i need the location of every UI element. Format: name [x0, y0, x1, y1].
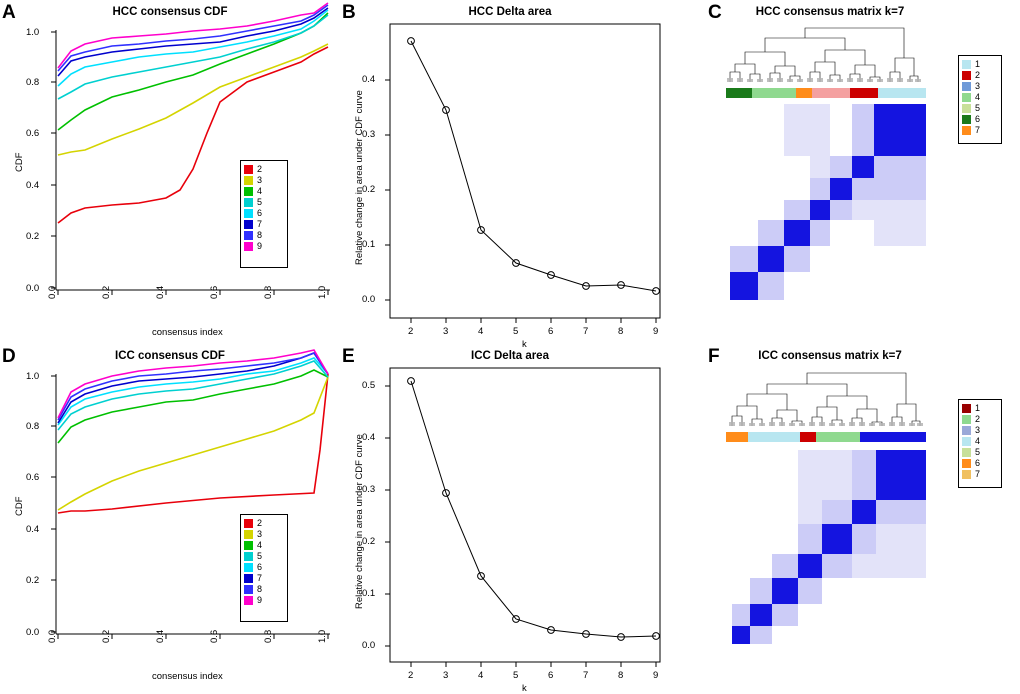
legend-item	[241, 208, 287, 219]
legend-swatch	[244, 220, 253, 229]
legend-item	[241, 230, 287, 241]
legend-swatch	[962, 126, 971, 135]
panel-e-xtick-3: 5	[513, 670, 519, 681]
panel-a-ytick-4: 0.8	[26, 77, 40, 88]
panel-d-xtick-5: 1.0	[317, 629, 328, 643]
legend-label: 4	[975, 436, 981, 446]
legend-item	[241, 186, 287, 197]
legend-swatch	[962, 459, 971, 468]
panel-c	[680, 0, 1020, 345]
legend-item	[959, 103, 1001, 114]
panel-a-xtick-4: 0.8	[263, 285, 274, 299]
panel-b-xlabel: k	[522, 339, 527, 350]
legend-item	[241, 573, 287, 584]
panel-c-consensus-matrix	[726, 100, 926, 300]
panel-f	[680, 344, 1020, 689]
legend-item	[241, 175, 287, 186]
legend-label: 8	[257, 230, 263, 240]
panel-b-plot	[340, 0, 680, 345]
legend-swatch	[244, 519, 253, 528]
legend-item	[959, 425, 1001, 436]
panel-a-ytick-1: 0.2	[26, 231, 40, 242]
legend-item	[241, 595, 287, 606]
legend-item	[241, 164, 287, 175]
panel-a-ylabel: CDF	[14, 152, 25, 172]
panel-d-title: ICC consensus CDF	[115, 350, 225, 362]
panel-c-annotation-bar	[726, 88, 926, 98]
legend-swatch	[244, 552, 253, 561]
legend-swatch	[244, 585, 253, 594]
panel-b-xtick-2: 4	[478, 326, 484, 337]
panel-a-title: HCC consensus CDF	[112, 6, 228, 18]
panel-a-xtick-3: 0.6	[209, 285, 220, 299]
panel-d-xtick-0: 0.0	[47, 629, 58, 643]
panel-c-letter: C	[708, 2, 722, 23]
panel-e-xtick-2: 4	[478, 670, 484, 681]
panel-f-letter: F	[708, 346, 720, 367]
legend-label: 9	[257, 595, 263, 605]
panel-b-ytick-1: 0.1	[362, 239, 376, 250]
legend-item	[241, 529, 287, 540]
panel-a-letter: A	[2, 2, 16, 23]
legend-label: 7	[975, 125, 981, 135]
legend-swatch	[962, 437, 971, 446]
panel-b-ylabel: Relative change in area under CDF curve	[354, 90, 365, 265]
panel-e-ytick-1: 0.1	[362, 588, 376, 599]
panel-e-ytick-2: 0.2	[362, 536, 376, 547]
legend-swatch	[244, 165, 253, 174]
panel-b-xtick-7: 9	[653, 326, 659, 337]
panel-a-ytick-0: 0.0	[26, 283, 40, 294]
legend-swatch	[244, 198, 253, 207]
panel-a-ytick-2: 0.4	[26, 180, 40, 191]
legend-label: 5	[975, 447, 981, 457]
panel-b-xtick-4: 6	[548, 326, 554, 337]
legend-swatch	[244, 530, 253, 539]
panel-e-xlabel: k	[522, 683, 527, 694]
panel-c-dendrogram	[726, 22, 926, 87]
legend-item	[959, 414, 1001, 425]
legend-item	[959, 70, 1001, 81]
panel-d-ytick-5: 1.0	[26, 371, 40, 382]
panel-e-xtick-1: 3	[443, 670, 449, 681]
legend-label: 3	[257, 175, 263, 185]
panel-f-legend	[958, 399, 1002, 488]
panel-d-legend	[240, 514, 288, 622]
panel-c-legend	[958, 55, 1002, 144]
panel-d-letter: D	[2, 346, 16, 367]
panel-b-xtick-5: 7	[583, 326, 589, 337]
legend-label: 3	[257, 529, 263, 539]
legend-label: 4	[975, 92, 981, 102]
legend-label: 6	[257, 208, 263, 218]
legend-swatch	[244, 209, 253, 218]
legend-swatch	[962, 470, 971, 479]
panel-e-xtick-7: 9	[653, 670, 659, 681]
legend-label: 7	[257, 573, 263, 583]
panel-c-title: HCC consensus matrix k=7	[755, 6, 905, 18]
annotation-segment	[878, 88, 926, 98]
panel-d-xtick-1: 0.2	[101, 629, 112, 643]
legend-label: 5	[257, 551, 263, 561]
panel-b-title: HCC Delta area	[468, 6, 552, 18]
panel-d-ytick-3: 0.6	[26, 472, 40, 483]
panel-b	[340, 0, 680, 350]
legend-label: 3	[975, 425, 981, 435]
legend-label: 2	[257, 518, 263, 528]
legend-label: 6	[257, 562, 263, 572]
legend-item	[959, 59, 1001, 70]
panel-b-ytick-4: 0.4	[362, 74, 376, 85]
legend-label: 3	[975, 81, 981, 91]
legend-label: 6	[975, 114, 981, 124]
panel-e-xtick-5: 7	[583, 670, 589, 681]
legend-item	[959, 469, 1001, 480]
legend-label: 4	[257, 186, 263, 196]
panel-d-ylabel: CDF	[14, 496, 25, 516]
legend-label: 1	[975, 403, 981, 413]
legend-item	[241, 219, 287, 230]
legend-label: 5	[975, 103, 981, 113]
panel-f-consensus-matrix	[726, 444, 926, 644]
panel-e-xtick-4: 6	[548, 670, 554, 681]
legend-swatch	[962, 104, 971, 113]
legend-item	[241, 562, 287, 573]
annotation-segment	[726, 432, 748, 442]
legend-label: 4	[257, 540, 263, 550]
annotation-segment	[850, 88, 878, 98]
legend-swatch	[962, 82, 971, 91]
legend-item	[241, 518, 287, 529]
panel-d-ytick-4: 0.8	[26, 421, 40, 432]
legend-item	[241, 584, 287, 595]
panel-b-xtick-6: 8	[618, 326, 624, 337]
legend-label: 6	[975, 458, 981, 468]
panel-a-xtick-1: 0.2	[101, 285, 112, 299]
annotation-segment	[748, 432, 800, 442]
legend-swatch	[244, 176, 253, 185]
legend-item	[241, 241, 287, 252]
panel-f-annotation-bar	[726, 432, 926, 442]
legend-swatch	[962, 426, 971, 435]
panel-a-ytick-3: 0.6	[26, 128, 40, 139]
legend-label: 8	[257, 584, 263, 594]
panel-b-xtick-0: 2	[408, 326, 414, 337]
panel-e-letter: E	[342, 346, 355, 367]
panel-a-xtick-0: 0.0	[47, 285, 58, 299]
legend-item	[959, 125, 1001, 136]
panel-e-ytick-4: 0.4	[362, 432, 376, 443]
legend-item	[959, 114, 1001, 125]
panel-a-ytick-5: 1.0	[26, 27, 40, 38]
panel-e-ytick-3: 0.3	[362, 484, 376, 495]
panel-d-xtick-2: 0.4	[155, 629, 166, 643]
panel-f-dendrogram	[726, 366, 926, 431]
panel-e	[340, 344, 680, 694]
legend-item	[241, 540, 287, 551]
legend-item	[241, 197, 287, 208]
legend-label: 1	[975, 59, 981, 69]
panel-a-xlabel: consensus index	[152, 327, 223, 338]
legend-swatch	[962, 448, 971, 457]
annotation-segment	[726, 88, 752, 98]
legend-item	[959, 403, 1001, 414]
legend-item	[959, 436, 1001, 447]
legend-swatch	[244, 596, 253, 605]
panel-e-title: ICC Delta area	[471, 350, 549, 362]
panel-a-legend	[240, 160, 288, 268]
legend-label: 5	[257, 197, 263, 207]
legend-label: 7	[257, 219, 263, 229]
panel-a-xtick-2: 0.4	[155, 285, 166, 299]
panel-d-xtick-4: 0.8	[263, 629, 274, 643]
panel-b-ytick-2: 0.2	[362, 184, 376, 195]
panel-a-xtick-5: 1.0	[317, 285, 328, 299]
panel-e-xtick-6: 8	[618, 670, 624, 681]
legend-swatch	[962, 115, 971, 124]
legend-swatch	[244, 187, 253, 196]
panel-b-xtick-3: 5	[513, 326, 519, 337]
legend-label: 7	[975, 469, 981, 479]
legend-swatch	[962, 93, 971, 102]
legend-swatch	[962, 404, 971, 413]
legend-swatch	[962, 415, 971, 424]
panel-e-ytick-0: 0.0	[362, 640, 376, 651]
panel-e-ytick-5: 0.5	[362, 380, 376, 391]
panel-e-plot	[340, 344, 680, 689]
legend-label: 9	[257, 241, 263, 251]
legend-swatch	[244, 231, 253, 240]
panel-b-xtick-1: 3	[443, 326, 449, 337]
panel-d-ytick-1: 0.2	[26, 575, 40, 586]
annotation-segment	[816, 432, 860, 442]
panel-b-ytick-0: 0.0	[362, 294, 376, 305]
annotation-segment	[796, 88, 812, 98]
panel-e-ylabel: Relative change in area under CDF curve	[354, 434, 365, 609]
panel-d-ytick-0: 0.0	[26, 627, 40, 638]
legend-label: 2	[975, 414, 981, 424]
legend-item	[959, 458, 1001, 469]
annotation-segment	[800, 432, 816, 442]
panel-d-xlabel: consensus index	[152, 671, 223, 682]
panel-f-title: ICC consensus matrix k=7	[758, 350, 902, 362]
legend-swatch	[244, 563, 253, 572]
panel-b-ytick-3: 0.3	[362, 129, 376, 140]
annotation-segment	[860, 432, 926, 442]
annotation-segment	[812, 88, 850, 98]
legend-swatch	[244, 242, 253, 251]
legend-item	[959, 92, 1001, 103]
panel-d-xtick-3: 0.6	[209, 629, 220, 643]
panel-d	[0, 344, 340, 689]
panel-e-xtick-0: 2	[408, 670, 414, 681]
panel-d-ytick-2: 0.4	[26, 524, 40, 535]
panel-a	[0, 0, 340, 345]
legend-item	[959, 447, 1001, 458]
legend-item	[959, 81, 1001, 92]
annotation-segment	[752, 88, 796, 98]
legend-label: 2	[975, 70, 981, 80]
legend-swatch	[244, 574, 253, 583]
panel-b-letter: B	[342, 2, 356, 23]
legend-swatch	[962, 60, 971, 69]
legend-swatch	[244, 541, 253, 550]
legend-swatch	[962, 71, 971, 80]
legend-item	[241, 551, 287, 562]
legend-label: 2	[257, 164, 263, 174]
